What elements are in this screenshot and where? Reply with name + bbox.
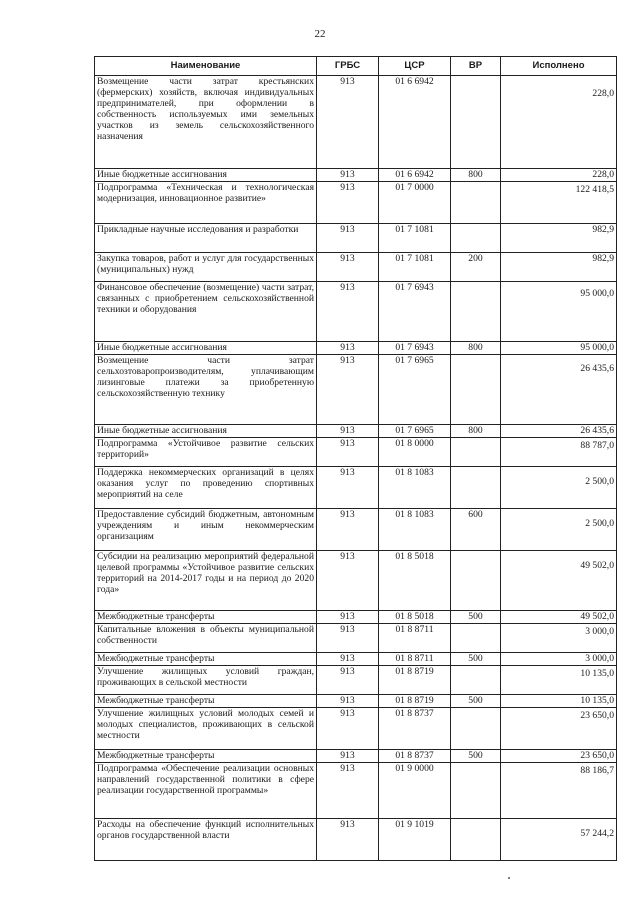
row-amount: 26 435,6 <box>501 355 617 425</box>
row-grbs: 913 <box>317 611 379 624</box>
table-row <box>95 425 617 438</box>
table-row <box>95 763 617 819</box>
row-csr: 01 8 5018 <box>379 551 451 611</box>
row-name: Улучшение жилищных условий граждан, проживающих в сельской местности <box>95 666 317 695</box>
table-row <box>95 76 617 169</box>
row-csr: 01 7 1081 <box>379 253 451 282</box>
table-row <box>95 666 617 695</box>
row-amount: 122 418,5 <box>501 182 617 224</box>
row-grbs: 913 <box>317 624 379 653</box>
table-row <box>95 224 617 253</box>
budget-execution-table <box>94 56 617 861</box>
header-vr: ВР <box>451 57 501 76</box>
row-csr: 01 8 0000 <box>379 438 451 467</box>
table-row <box>95 509 617 551</box>
row-amount: 10 135,0 <box>501 666 617 695</box>
row-vr <box>451 708 501 750</box>
header-name: Наименование <box>95 57 317 76</box>
header-grbs: ГРБС <box>317 57 379 76</box>
header-amount: Исполнено <box>501 57 617 76</box>
row-csr: 01 8 1083 <box>379 467 451 509</box>
row-vr <box>451 282 501 342</box>
row-vr: 500 <box>451 653 501 666</box>
row-amount: 228,0 <box>501 169 617 182</box>
table-row <box>95 182 617 224</box>
row-csr: 01 8 8711 <box>379 653 451 666</box>
row-name: Прикладные научные исследования и разработки <box>95 224 317 253</box>
row-vr: 500 <box>451 750 501 763</box>
row-name: Улучшение жилищных условий молодых семей и молодых специалистов, проживающих в сельской местности <box>95 708 317 750</box>
table-row <box>95 611 617 624</box>
row-vr <box>451 182 501 224</box>
row-vr <box>451 76 501 169</box>
row-vr <box>451 763 501 819</box>
row-name: Субсидии на реализацию мероприятий федеральной целевой программы «Устойчивое развитие сельских территорий на 2014-2017 годы и на период до 2020 года» <box>95 551 317 611</box>
table-row <box>95 282 617 342</box>
row-grbs: 913 <box>317 708 379 750</box>
row-csr: 01 8 1083 <box>379 509 451 551</box>
row-grbs: 913 <box>317 76 379 169</box>
row-grbs: 913 <box>317 169 379 182</box>
row-amount: 95 000,0 <box>501 342 617 355</box>
row-vr <box>451 467 501 509</box>
row-amount: 49 502,0 <box>501 611 617 624</box>
row-csr: 01 7 1081 <box>379 224 451 253</box>
row-grbs: 913 <box>317 666 379 695</box>
row-name: Возмещение части затрат сельхозтоваропроизводителям, уплачивающим лизинговые платежи за приобретенную сельскохозяйственную технику <box>95 355 317 425</box>
row-vr <box>451 819 501 861</box>
row-vr <box>451 666 501 695</box>
table-row <box>95 169 617 182</box>
row-grbs: 913 <box>317 182 379 224</box>
row-amount: 49 502,0 <box>501 551 617 611</box>
row-name: Подпрограмма «Техническая и технологическая модернизация, инновационное развитие» <box>95 182 317 224</box>
row-csr: 01 7 6943 <box>379 282 451 342</box>
row-vr: 600 <box>451 509 501 551</box>
row-name: Расходы на обеспечение функций исполнительных органов государственной власти <box>95 819 317 861</box>
row-csr: 01 7 6965 <box>379 425 451 438</box>
row-csr: 01 6 6942 <box>379 76 451 169</box>
row-amount: 228,0 <box>501 76 617 169</box>
row-vr <box>451 624 501 653</box>
row-csr: 01 8 8737 <box>379 750 451 763</box>
row-name: Поддержка некоммерческих организаций в целях оказания услуг по проведению спортивных мероприятий на селе <box>95 467 317 509</box>
row-name: Капитальные вложения в объекты муниципальной собственности <box>95 624 317 653</box>
row-name: Предоставление субсидий бюджетным, автономным учреждениям и иным некоммерческим организациям <box>95 509 317 551</box>
row-grbs: 913 <box>317 695 379 708</box>
row-grbs: 913 <box>317 425 379 438</box>
row-vr <box>451 551 501 611</box>
row-vr: 500 <box>451 611 501 624</box>
row-csr: 01 8 8737 <box>379 708 451 750</box>
row-csr: 01 8 8719 <box>379 695 451 708</box>
row-amount: 23 650,0 <box>501 750 617 763</box>
row-name: Закупка товаров, работ и услуг для государственных (муниципальных) нужд <box>95 253 317 282</box>
row-grbs: 913 <box>317 467 379 509</box>
row-amount: 982,9 <box>501 224 617 253</box>
table-header-row <box>95 57 617 76</box>
row-name: Подпрограмма «Устойчивое развитие сельских территорий» <box>95 438 317 467</box>
row-vr <box>451 224 501 253</box>
row-vr: 800 <box>451 169 501 182</box>
table-row <box>95 750 617 763</box>
table-row <box>95 551 617 611</box>
table-row <box>95 708 617 750</box>
row-vr <box>451 355 501 425</box>
table-row <box>95 695 617 708</box>
row-grbs: 913 <box>317 355 379 425</box>
row-csr: 01 8 8719 <box>379 666 451 695</box>
row-csr: 01 8 8711 <box>379 624 451 653</box>
row-amount: 2 500,0 <box>501 509 617 551</box>
table-row <box>95 253 617 282</box>
row-amount: 88 787,0 <box>501 438 617 467</box>
table-row <box>95 342 617 355</box>
row-csr: 01 6 6942 <box>379 169 451 182</box>
row-grbs: 913 <box>317 509 379 551</box>
row-name: Иные бюджетные ассигнования <box>95 425 317 438</box>
row-csr: 01 7 6943 <box>379 342 451 355</box>
row-vr: 500 <box>451 695 501 708</box>
table-row <box>95 653 617 666</box>
row-amount: 57 244,2 <box>501 819 617 861</box>
row-amount: 3 000,0 <box>501 653 617 666</box>
row-name: Иные бюджетные ассигнования <box>95 169 317 182</box>
row-name: Иные бюджетные ассигнования <box>95 342 317 355</box>
row-vr <box>451 438 501 467</box>
row-grbs: 913 <box>317 819 379 861</box>
row-amount: 3 000,0 <box>501 624 617 653</box>
row-vr: 800 <box>451 342 501 355</box>
row-grbs: 913 <box>317 342 379 355</box>
row-name: Финансовое обеспечение (возмещение) части затрат, связанных с приобретением сельскохозяйственной техники и оборудования <box>95 282 317 342</box>
row-name: Межбюджетные трансферты <box>95 611 317 624</box>
row-csr: 01 8 5018 <box>379 611 451 624</box>
row-amount: 26 435,6 <box>501 425 617 438</box>
row-name: Подпрограмма «Обеспечение реализации основных направлений государственной политики в сфере реализации государственной программы» <box>95 763 317 819</box>
row-name: Межбюджетные трансферты <box>95 750 317 763</box>
row-grbs: 913 <box>317 750 379 763</box>
row-amount: 982,9 <box>501 253 617 282</box>
row-csr: 01 7 0000 <box>379 182 451 224</box>
row-amount: 2 500,0 <box>501 467 617 509</box>
row-amount: 10 135,0 <box>501 695 617 708</box>
row-amount: 88 186,7 <box>501 763 617 819</box>
row-name: Возмещение части затрат крестьянских (фермерских) хозяйств, включая индивидуальных предпринимателей, при оформлении в собственность используемых ими земельных участков из земель сельскохозяйственного назначения <box>95 76 317 169</box>
scan-speck <box>508 877 510 879</box>
table-row <box>95 355 617 425</box>
row-grbs: 913 <box>317 653 379 666</box>
row-grbs: 913 <box>317 763 379 819</box>
row-amount: 95 000,0 <box>501 282 617 342</box>
table-row <box>95 819 617 861</box>
row-vr: 800 <box>451 425 501 438</box>
table-row <box>95 438 617 467</box>
table-row <box>95 467 617 509</box>
table-row <box>95 624 617 653</box>
row-grbs: 913 <box>317 253 379 282</box>
row-grbs: 913 <box>317 551 379 611</box>
row-grbs: 913 <box>317 438 379 467</box>
row-name: Межбюджетные трансферты <box>95 653 317 666</box>
header-csr: ЦСР <box>379 57 451 76</box>
row-amount: 23 650,0 <box>501 708 617 750</box>
row-grbs: 913 <box>317 224 379 253</box>
row-csr: 01 9 1019 <box>379 819 451 861</box>
row-grbs: 913 <box>317 282 379 342</box>
page-number: 22 <box>314 28 326 40</box>
row-vr: 200 <box>451 253 501 282</box>
row-csr: 01 7 6965 <box>379 355 451 425</box>
row-name: Межбюджетные трансферты <box>95 695 317 708</box>
row-csr: 01 9 0000 <box>379 763 451 819</box>
